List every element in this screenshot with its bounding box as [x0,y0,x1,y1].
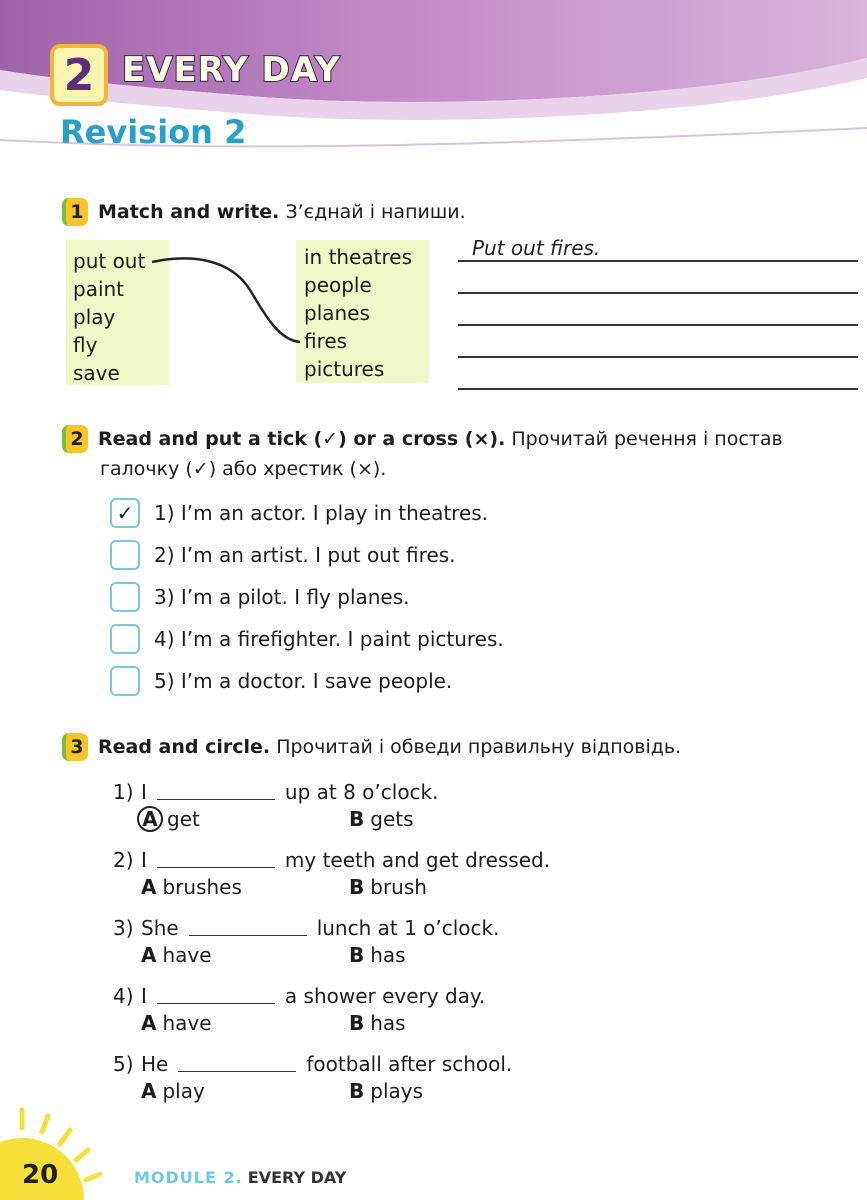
match-left-item[interactable]: paint [73,277,125,301]
exercise-2-number: 2 [62,425,88,453]
tick-list [110,492,504,702]
question-after: my teeth and get dressed. [284,848,551,872]
option-b-letter: B [349,875,365,899]
answer-line[interactable] [458,326,858,358]
option-a[interactable] [141,806,349,832]
tick-item-label: 2) I’m an artist. I put out fires. [154,543,456,567]
question-after: football after school. [306,1052,513,1076]
question-number: 2) [113,848,134,872]
match-right-item[interactable]: pictures [304,357,385,381]
option-a-letter: A [141,1079,157,1103]
question-before: I [141,848,147,872]
tick-item-label: 5) I’m a doctor. I save people. [154,669,453,693]
match-connector-line [150,250,310,350]
question-number: 5) [113,1052,134,1076]
lesson-title: Revision 2 [60,113,247,151]
question-number: 3) [113,916,134,940]
question-number: 4) [113,984,134,1008]
tick-item [110,618,504,660]
question-before: I [141,984,147,1008]
option-b[interactable] [349,943,557,967]
answer-line[interactable] [458,262,858,294]
answer-line[interactable] [458,230,858,262]
question-before: I [141,780,147,804]
option-a-letter: A [141,1011,157,1035]
tick-checkbox[interactable] [110,666,140,696]
question-after: lunch at 1 o’clock. [316,916,500,940]
option-a-letter: A [141,943,157,967]
question-after: a shower every day. [284,984,486,1008]
exercise-2-heading [62,424,822,484]
match-left-item[interactable]: put out [73,249,146,273]
module-number-badge: 2 [50,44,108,106]
answer-line[interactable] [458,358,858,390]
option-a-text: brushes [162,875,242,899]
footer-module-title: EVERY DAY [247,1168,347,1187]
tick-item [110,492,504,534]
footer-module [134,1168,346,1187]
question-before: He [141,1052,169,1076]
footer-module-label: MODULE 2. [134,1168,243,1187]
tick-checkbox[interactable] [110,624,140,654]
exercise-1-instruction: Match and write. [98,201,280,223]
option-b[interactable] [349,875,557,899]
option-b-letter: B [349,1011,365,1035]
option-b-text: plays [370,1079,424,1103]
answer-blank[interactable] [189,934,307,936]
option-b-text: gets [370,807,414,831]
answer-blank[interactable] [157,866,275,868]
option-b-letter: B [349,1079,365,1103]
option-b[interactable] [349,1079,557,1103]
tick-checkbox[interactable]: ✓ [110,498,140,528]
circle-item [113,1046,557,1114]
match-right-item[interactable]: people [304,273,372,297]
option-b-letter: B [349,943,365,967]
circle-list [113,774,557,1114]
match-left-item[interactable]: fly [73,333,98,357]
option-a[interactable] [141,1011,349,1035]
option-a[interactable] [141,943,349,967]
exercise-3-instruction-ua: Прочитай і обведи правильну відповідь. [276,736,682,758]
sun-icon [0,1090,120,1200]
option-b-text: brush [370,875,427,899]
circle-item [113,774,557,842]
option-b[interactable] [349,807,557,831]
question-number: 1) [113,780,134,804]
tick-item-label: 4) I’m a firefighter. I paint pictures. [154,627,504,651]
option-a[interactable] [141,1079,349,1103]
answer-line[interactable] [458,294,858,326]
option-b-text: has [370,1011,406,1035]
circle-item [113,978,557,1046]
tick-checkbox[interactable] [110,540,140,570]
match-left-item[interactable]: save [73,361,120,385]
option-a-text: get [167,807,200,831]
option-a-letter: A [141,875,157,899]
match-right-item[interactable]: fires [304,329,348,353]
option-a-text: have [162,1011,212,1035]
match-right-list [304,243,412,383]
exercise-1-instruction-ua: З’єднай і напиши. [285,201,466,223]
question-before: She [141,916,179,940]
match-right-item[interactable]: planes [304,301,370,325]
option-b[interactable] [349,1011,557,1035]
match-left-item[interactable]: play [73,305,116,329]
option-b-letter: B [349,807,365,831]
tick-checkbox[interactable] [110,582,140,612]
exercise-2-instruction-ua-line2: галочку (✓) або хрестик (×). [100,458,387,480]
match-right-item[interactable]: in theatres [304,245,413,269]
exercise-2-instruction: Read and put a tick (✓) or a cross (×). [98,428,506,450]
answer-lines [458,230,858,390]
module-title: EVERY DAY [122,50,341,90]
tick-item-label: 1) I’m an actor. I play in theatres. [154,501,489,525]
option-a-text: play [162,1079,205,1103]
exercise-3-instruction: Read and circle. [98,736,271,758]
page-number: 20 [22,1160,59,1190]
option-a-letter-circled: A [137,806,163,832]
option-a-text: have [162,943,212,967]
circle-item [113,910,557,978]
answer-blank[interactable] [157,1002,275,1004]
answer-blank[interactable] [157,798,275,800]
tick-item [110,534,504,576]
exercise-3-number: 3 [62,733,88,761]
exercise-2-instruction-ua: Прочитай речення і постав [511,428,783,450]
tick-item [110,576,504,618]
exercise-1-heading [62,198,466,226]
tick-item-label: 3) I’m a pilot. I fly planes. [154,585,410,609]
answer-blank[interactable] [178,1070,296,1072]
question-after: up at 8 o’clock. [284,780,439,804]
match-left-list [73,247,145,387]
circle-item [113,842,557,910]
exercise-3-heading [62,733,681,761]
example-answer: Put out fires. [472,236,601,260]
exercise-1-number: 1 [62,198,88,226]
tick-item [110,660,504,702]
option-a[interactable] [141,875,349,899]
option-b-text: has [370,943,406,967]
